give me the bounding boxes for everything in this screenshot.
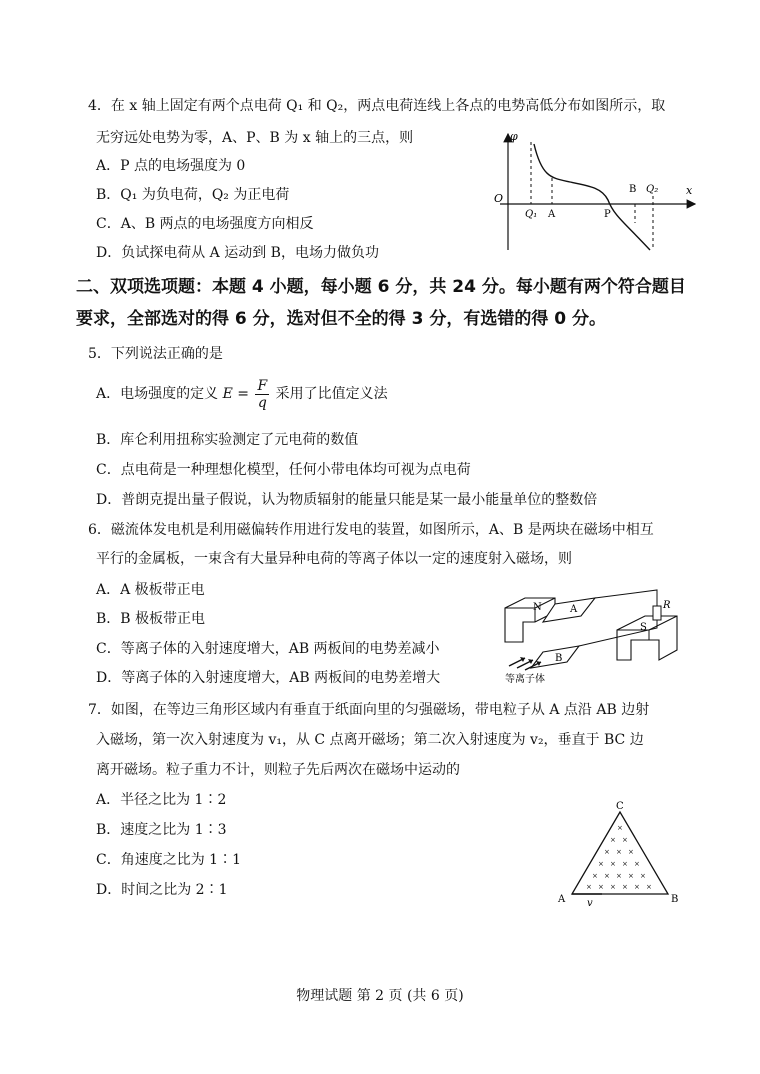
- svg-text:×: ×: [622, 883, 628, 891]
- q2-label: Q₂: [646, 184, 659, 195]
- plate-a-label: A: [570, 604, 578, 615]
- resistor-label: R: [663, 600, 671, 611]
- plasma-label: 等离子体: [505, 674, 545, 685]
- q7-option-c: C．角速度之比为 1∶1: [96, 852, 241, 868]
- triangle-field-figure: [552, 798, 682, 908]
- svg-text:×: ×: [610, 836, 616, 844]
- n-pole-label: N: [533, 602, 542, 613]
- q4-option-d: D．负试探电荷从 A 运动到 B，电场力做负功: [96, 245, 379, 261]
- svg-text:×: ×: [610, 883, 616, 891]
- q5-option-a-suffix: 采用了比值定义法: [275, 386, 388, 402]
- svg-text:×: ×: [640, 872, 646, 880]
- p-label: P: [604, 209, 611, 220]
- q5-option-b: B．库仑利用扭称实验测定了元电荷的数值: [96, 432, 359, 448]
- field-strength-fraction: [255, 378, 269, 411]
- magnetic-field-crosses: [586, 824, 652, 891]
- q7-option-d: D．时间之比为 2∶1: [96, 882, 228, 898]
- x-axis-label: x: [686, 184, 693, 197]
- q7-stem-line1: 7．如图，在等边三角形区域内有垂直于纸面向里的匀强磁场，带电粒子从 A 点沿 AB 边射: [88, 702, 650, 718]
- vertex-a-label: A: [558, 894, 566, 905]
- q5-option-a-eq: E =: [222, 386, 249, 402]
- mhd-generator-figure: [495, 586, 695, 686]
- svg-text:×: ×: [604, 848, 610, 856]
- page-footer: 物理试题 第 2 页 (共 6 页): [296, 988, 464, 1004]
- plate-b-label: B: [555, 653, 563, 664]
- svg-text:×: ×: [610, 860, 616, 868]
- section-heading-line2: 要求，全部选对的得 6 分，选对但不全的得 3 分，有选错的得 0 分。: [76, 309, 606, 329]
- a-label: A: [548, 209, 556, 220]
- vertex-b-label: B: [671, 894, 679, 905]
- q4-stem-line2: 无穷远处电势为零，A、P、B 为 x 轴上的三点，则: [96, 130, 414, 146]
- fraction-numerator: F: [257, 377, 268, 394]
- s-pole-label: S: [640, 622, 647, 633]
- svg-text:×: ×: [592, 872, 598, 880]
- phi-label: φ: [510, 130, 518, 143]
- svg-text:×: ×: [616, 848, 622, 856]
- q6-stem-line2: 平行的金属板，一束含有大量异种电荷的等离子体以一定的速度射入磁场，则: [96, 551, 572, 567]
- q7-option-b: B．速度之比为 1∶3: [96, 822, 227, 838]
- svg-text:×: ×: [598, 860, 604, 868]
- q6-option-c: C．等离子体的入射速度增大，AB 两板间的电势差减小: [96, 641, 440, 657]
- svg-text:×: ×: [604, 872, 610, 880]
- vertex-c-label: C: [616, 801, 624, 812]
- b-label: B: [629, 184, 637, 195]
- svg-text:×: ×: [586, 883, 592, 891]
- svg-text:×: ×: [598, 883, 604, 891]
- q5-option-d: D．普朗克提出量子假说，认为物质辐射的能量只能是某一最小能量单位的整数倍: [96, 492, 598, 508]
- velocity-label: v: [587, 898, 593, 908]
- svg-text:×: ×: [634, 860, 640, 868]
- svg-text:×: ×: [622, 836, 628, 844]
- q4-option-c: C．A、B 两点的电场强度方向相反: [96, 216, 314, 232]
- section-heading-line1: 二、双项选项题：本题 4 小题，每小题 6 分，共 24 分。每小题有两个符合题目: [76, 277, 686, 297]
- q5-option-a: [96, 376, 388, 412]
- q7-option-a: A．半径之比为 1∶2: [96, 792, 227, 808]
- svg-text:×: ×: [634, 883, 640, 891]
- origin-label: O: [494, 192, 504, 205]
- q5-stem: 5．下列说法正确的是: [88, 346, 223, 362]
- svg-text:×: ×: [617, 824, 623, 832]
- q4-option-b: B．Q₁ 为负电荷，Q₂ 为正电荷: [96, 187, 290, 203]
- q4-option-a: A．P 点的电场强度为 0: [96, 158, 246, 174]
- svg-text:×: ×: [622, 860, 628, 868]
- svg-text:×: ×: [628, 872, 634, 880]
- svg-text:×: ×: [628, 848, 634, 856]
- q5-option-a-prefix: A．电场强度的定义: [96, 386, 219, 402]
- svg-text:×: ×: [646, 883, 652, 891]
- q6-option-b: B．B 极板带正电: [96, 611, 206, 627]
- q7-stem-line3: 离开磁场。粒子重力不计，则粒子先后两次在磁场中运动的: [96, 762, 460, 778]
- q6-stem-line1: 6．磁流体发电机是利用磁偏转作用进行发电的装置，如图所示，A、B 是两块在磁场中相互: [88, 522, 654, 538]
- q1-label: Q₁: [525, 209, 538, 220]
- potential-graph: [490, 128, 700, 258]
- q6-option-a: A．A 极板带正电: [96, 582, 205, 598]
- q5-option-c: C．点电荷是一种理想化模型，任何小带电体均可视为点电荷: [96, 462, 471, 478]
- q4-stem-line1: 4．在 x 轴上固定有两个点电荷 Q₁ 和 Q₂，两点电荷连线上各点的电势高低分布如图所示，取: [88, 98, 666, 114]
- q7-stem-line2: 入磁场，第一次入射速度为 v₁，从 C 点离开磁场；第二次入射速度为 v₂，垂直于 BC 边: [96, 732, 644, 748]
- fraction-denominator: q: [257, 394, 267, 411]
- q6-option-d: D．等离子体的入射速度增大，AB 两板间的电势差增大: [96, 670, 441, 686]
- svg-text:×: ×: [616, 872, 622, 880]
